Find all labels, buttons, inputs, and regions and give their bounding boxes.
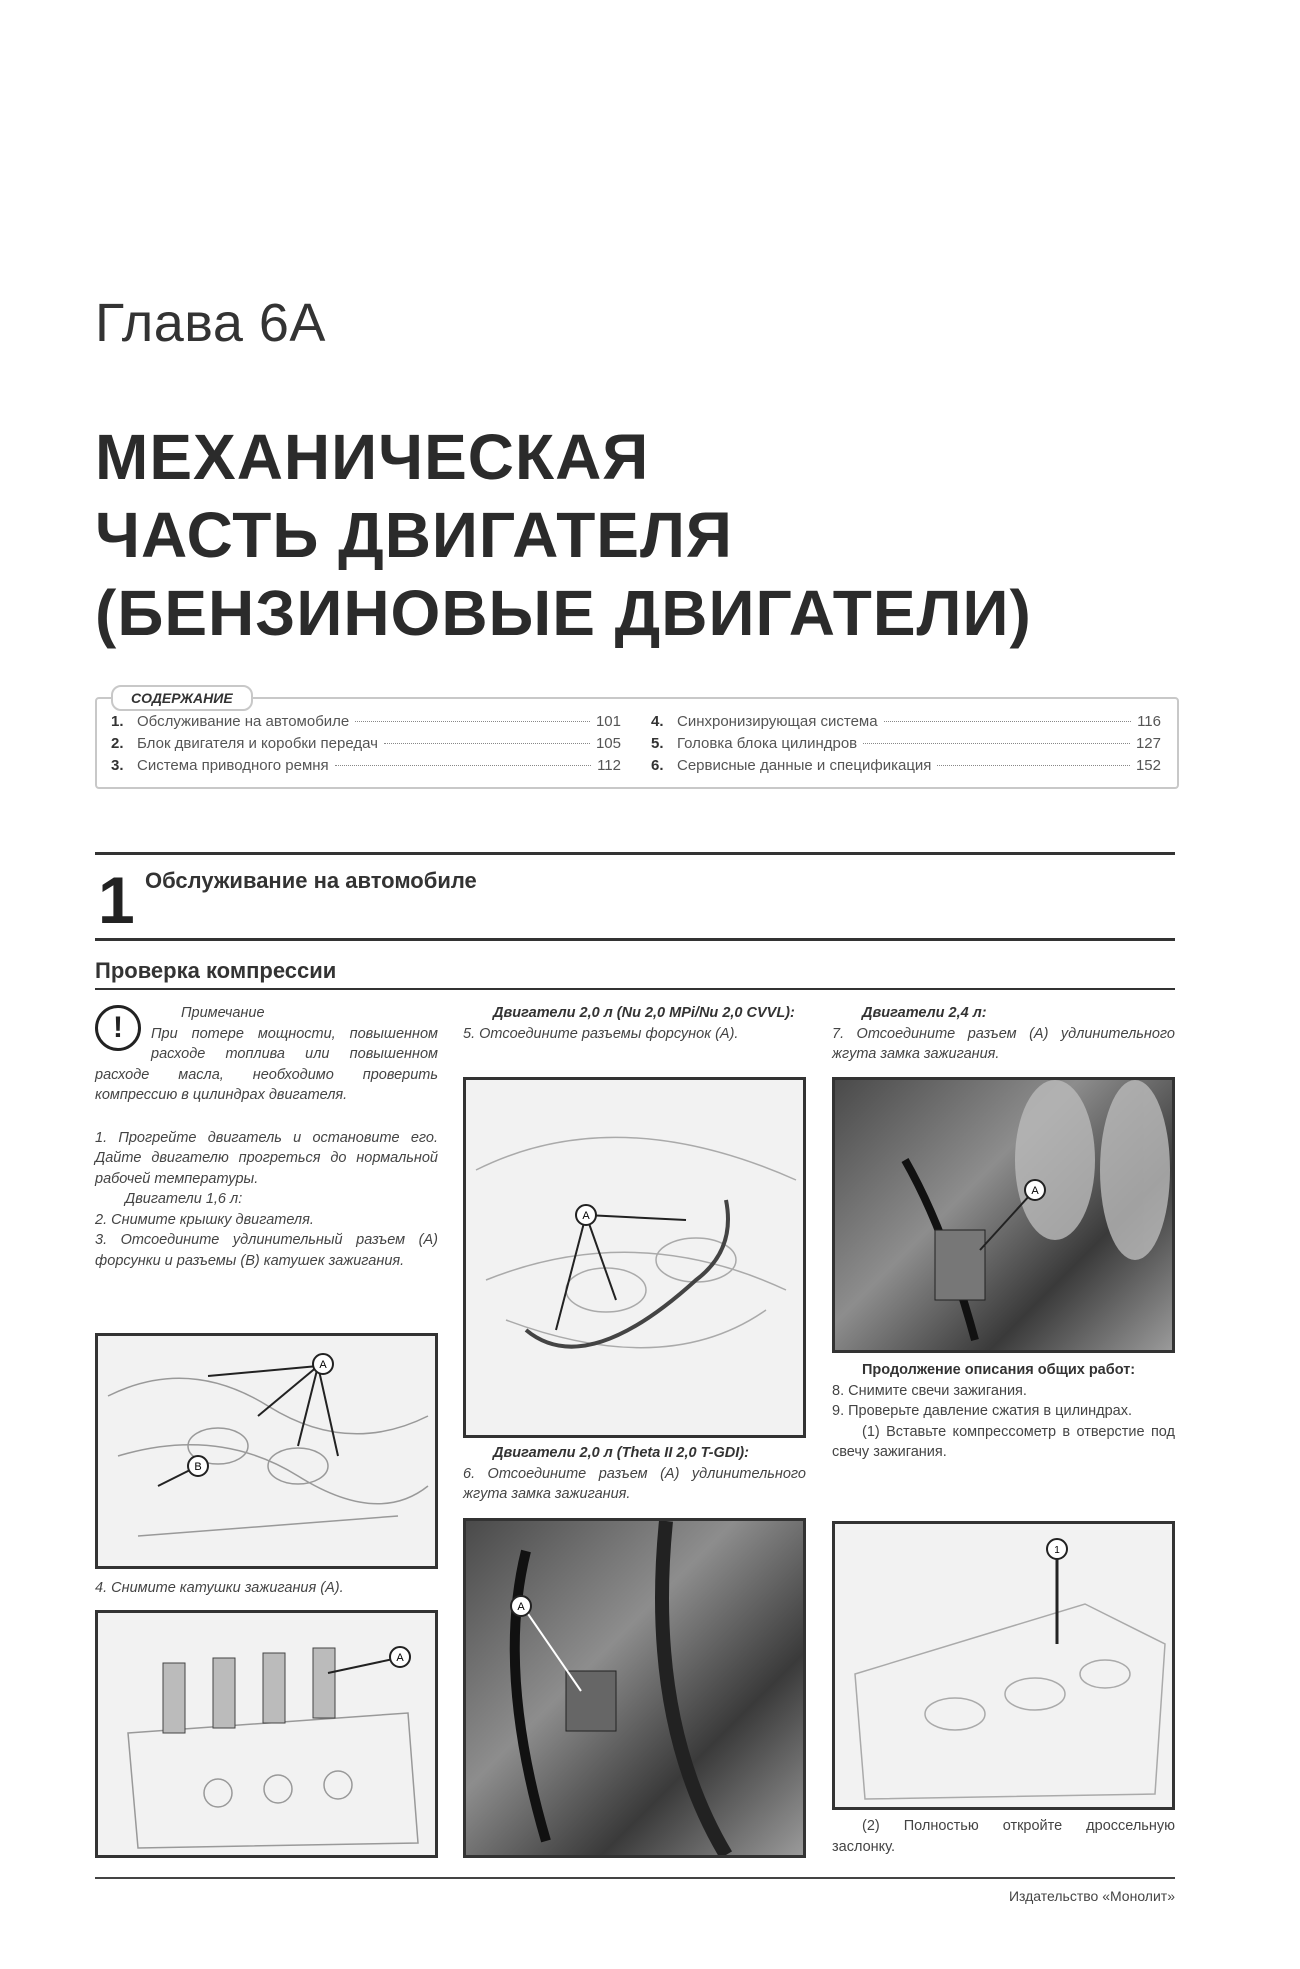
toc-page: 101: [595, 713, 621, 730]
toc-text: Головка блока цилиндров: [677, 735, 858, 752]
toc-leader: [384, 743, 590, 744]
engine-drawing: [98, 1336, 435, 1566]
title-line: (БЕНЗИНОВЫЕ ДВИГАТЕЛИ): [95, 577, 1032, 649]
toc-leader: [355, 721, 590, 722]
toc-page: 112: [597, 757, 621, 774]
step-8: 8. Снимите свечи зажигания.: [832, 1382, 1027, 1399]
step-9-1: (1) Вставьте компрессометр в отверстие под свечу зажигания.: [832, 1423, 1175, 1460]
continue-label: Продолжение описания общих работ:: [862, 1362, 1136, 1378]
callout-a: A: [396, 1652, 404, 1664]
chapter-label: Глава 6А: [95, 293, 326, 353]
step-9: 9. Проверьте давление сжатия в цилиндрах.: [832, 1403, 1133, 1419]
step-3: 3. Отсоедините удлинительный разъем (А) форсунки и разъемы (B) катушек зажигания.: [95, 1232, 438, 1269]
column-2: [463, 1003, 806, 1044]
engine-photo: [835, 1080, 1172, 1350]
step-2: 2. Снимите крышку двигателя.: [95, 1211, 314, 1228]
toc-num: 1.: [111, 713, 124, 730]
toc-leader: [884, 721, 1132, 722]
subsection-rule: [95, 988, 1175, 990]
callout-a: A: [1031, 1185, 1039, 1197]
figure-injectors: [463, 1077, 806, 1438]
toc-label: СОДЕРЖАНИЕ: [111, 685, 253, 711]
toc-leader: [863, 743, 1130, 744]
toc-item[interactable]: [651, 735, 1161, 757]
toc-num: 6.: [651, 757, 664, 774]
engine-drawing: [835, 1524, 1172, 1807]
callout-b: B: [194, 1461, 202, 1473]
step-7: 7. Отсоедините разъем (А) удлинительного жгута замка зажигания.: [832, 1025, 1175, 1062]
note-text: При потере мощности, повышенном расходе топлива или повышенном расходе масла, необходимо проверить компрессию в цилиндрах двигателя.: [95, 1025, 438, 1103]
section-rule-bottom: [95, 938, 1175, 941]
step-4: 4. Снимите катушки зажигания (А).: [95, 1580, 344, 1596]
toc-page: 127: [1135, 735, 1161, 752]
engine-drawing: [466, 1080, 803, 1435]
photo-24-connector: [832, 1077, 1175, 1353]
engine-label: Двигатели 1,6 л:: [125, 1191, 243, 1207]
toc-num: 2.: [111, 735, 124, 752]
callout-a: A: [517, 1601, 525, 1613]
step-1: 1. Прогрейте двигатель и остановите его. Дайте двигателю прогреться до нормальной рабочей температуры.: [95, 1129, 438, 1187]
publisher: Издательство «Монолит»: [1008, 1888, 1175, 1904]
column-3-middle: [832, 1360, 1175, 1463]
photo-tgdi-connector: [463, 1518, 806, 1858]
toc-text: Обслуживание на автомобиле: [137, 713, 350, 730]
toc-text: Синхронизирующая система: [677, 713, 878, 730]
toc-page: 105: [595, 735, 621, 752]
toc-item[interactable]: [111, 735, 621, 757]
table-of-contents: [95, 690, 1179, 789]
figure-connectors: [95, 1333, 438, 1569]
step-9-2-text: (2) Полностью откройте дроссельную заслонку.: [832, 1818, 1175, 1855]
engine-photo: [466, 1521, 803, 1855]
toc-num: 3.: [111, 757, 124, 774]
step-9-2: [832, 1816, 1175, 1857]
figure-ignition-coils: [95, 1610, 438, 1858]
callout-a: A: [319, 1359, 327, 1371]
toc-text: Сервисные данные и спецификация: [677, 757, 932, 774]
toc-column-left: [111, 713, 621, 779]
figure-compression-gauge: [832, 1521, 1175, 1810]
chapter-title: [95, 418, 1032, 652]
section-title: Обслуживание на автомобиле: [145, 868, 477, 893]
callout-1: 1: [1054, 1545, 1060, 1556]
warning-icon: !: [95, 1005, 141, 1051]
toc-item[interactable]: [111, 757, 621, 779]
toc-leader: [937, 765, 1130, 766]
toc-column-right: [651, 713, 1161, 779]
toc-page: 116: [1137, 713, 1161, 730]
engine-label: Двигатели 2,4 л:: [862, 1005, 987, 1021]
footer-rule: [95, 1877, 1175, 1879]
engine-label: Двигатели 2,0 л (Theta II 2,0 T-GDI):: [493, 1445, 749, 1461]
column-2-lower: [463, 1443, 806, 1505]
note-label: Примечание: [181, 1005, 265, 1021]
title-line: ЧАСТЬ ДВИГАТЕЛЯ: [95, 499, 733, 571]
callout-a: A: [582, 1210, 590, 1222]
section-number: 1: [98, 863, 135, 937]
toc-item[interactable]: [651, 757, 1161, 779]
toc-leader: [335, 765, 591, 766]
step-6: 6. Отсоедините разъем (А) удлинительного жгута замка зажигания.: [463, 1465, 806, 1502]
coils-drawing: [98, 1613, 435, 1855]
column-1: [95, 1003, 438, 1271]
subsection-title: Проверка компрессии: [95, 958, 337, 983]
column-3: [832, 1003, 1175, 1065]
toc-text: Система приводного ремня: [137, 757, 329, 774]
step-5: 5. Отсоедините разъемы форсунок (А).: [463, 1025, 739, 1042]
toc-text: Блок двигателя и коробки передач: [137, 735, 378, 752]
toc-num: 5.: [651, 735, 664, 752]
toc-item[interactable]: [651, 713, 1161, 735]
toc-item[interactable]: [111, 713, 621, 735]
section-rule: [95, 852, 1175, 855]
toc-num: 4.: [651, 713, 664, 730]
engine-label: Двигатели 2,0 л (Nu 2,0 MPi/Nu 2,0 CVVL):: [493, 1005, 795, 1021]
title-line: МЕХАНИЧЕСКАЯ: [95, 421, 650, 493]
toc-page: 152: [1135, 757, 1161, 774]
